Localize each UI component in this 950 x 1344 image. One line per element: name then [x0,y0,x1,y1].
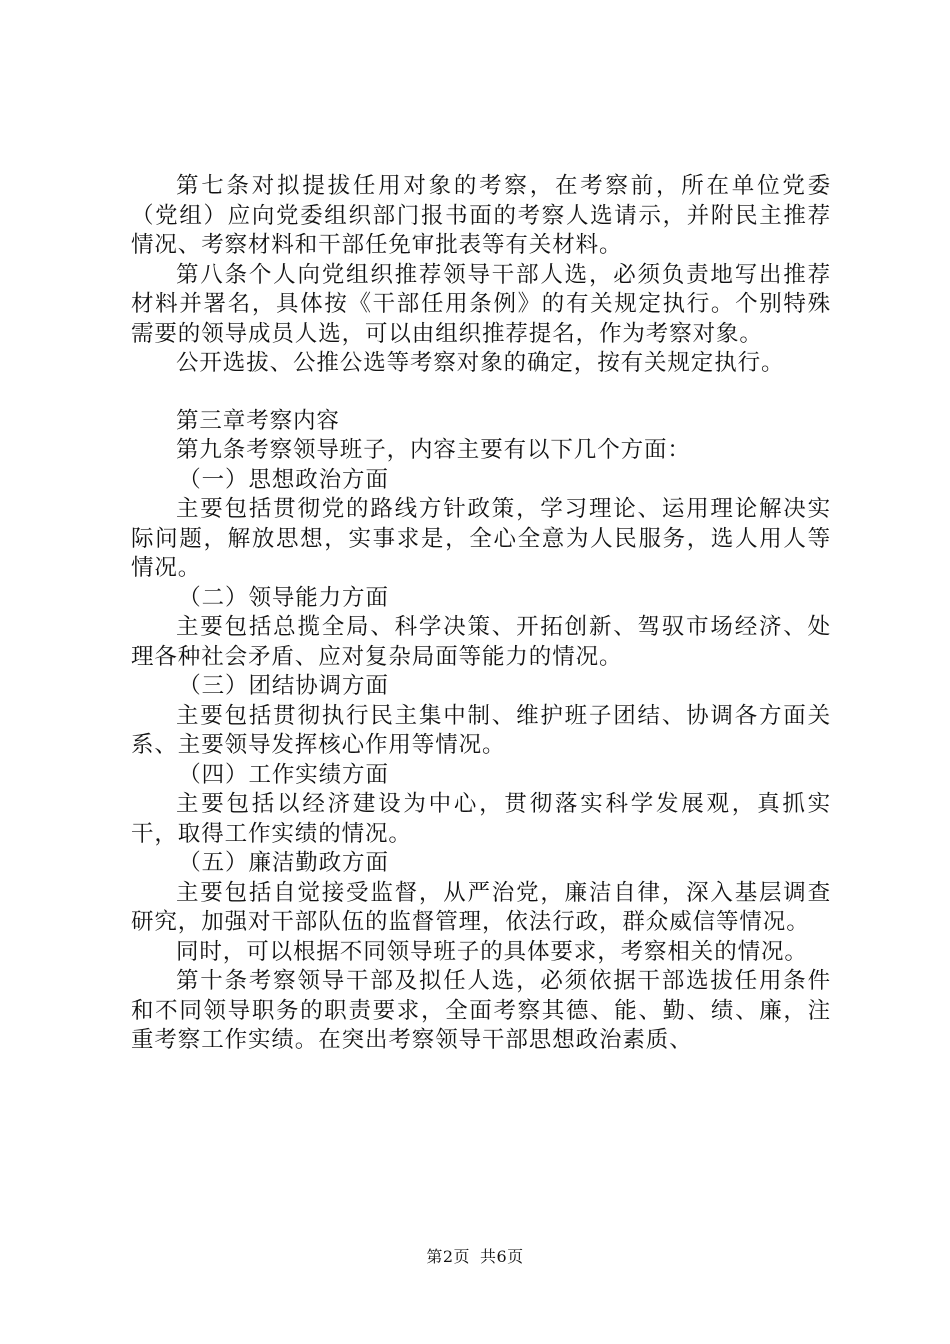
paragraph-article-10: 第十条考察领导干部及拟任人选，必须依据干部选拔任用条件和不同领导职务的职责要求，全面考察其德、能、勤、绩、廉，注重考察工作实绩。在突出考察领导干部思想政治素质、 [131,968,831,1053]
subheading-integrity: （五）廉洁勤政方面 [178,850,389,876]
paragraph-article-7: 第七条对拟提拔任用对象的考察，在考察前，所在单位党委（党组）应向党委组织部门报书面的考察人选请示，并附民主推荐情况、考察材料和干部任免审批表等有关材料。 [131,173,831,258]
subheading-leadership: （二）领导能力方面 [178,584,389,611]
subheading-political: （一）思想政治方面 [178,466,389,493]
paragraph-performance: 主要包括以经济建设为中心，贯彻落实科学发展观，真抓实干，取得工作实绩的情况。 [131,791,831,847]
chapter-heading: 第三章考察内容 [176,407,340,434]
paragraph-political: 主要包括贯彻党的路线方针政策，学习理论、运用理论解决实际问题，解放思想，实事求是，全心全意为人民服务，选人用人等情况。 [131,496,831,581]
total-pages: 共6页 [480,1247,524,1266]
page-number: 第2页 [426,1247,470,1266]
paragraph-leadership: 主要包括总揽全局、科学决策、开拓创新、驾驭市场经济、处理各种社会矛盾、应对复杂局面等能力的情况。 [131,614,831,670]
page-footer [0,1244,950,1267]
paragraph-integrity: 主要包括自觉接受监督，从严治党，廉洁自律，深入基层调查研究，加强对干部队伍的监督管理，依法行政，群众威信等情况。 [131,879,831,935]
subheading-performance: （四）工作实绩方面 [178,761,389,788]
paragraph-public-selection: 公开选拔、公推公选等考察对象的确定，按有关规定执行。 [176,350,785,376]
paragraph-unity: 主要包括贯彻执行民主集中制、维护班子团结、协调各方面关系、主要领导发挥核心作用等情况。 [131,702,831,758]
document-body [131,172,831,1056]
subheading-unity: （三）团结协调方面 [178,673,389,699]
paragraph-article-9: 第九条考察领导班子，内容主要有以下几个方面： [176,437,691,463]
paragraph-article-8: 第八条个人向党组织推荐领导干部人选，必须负责地写出推荐材料并署名，具体按《干部任用条例》的有关规定执行。个别特殊需要的领导成员人选，可以由组织推荐提名，作为考察对象。 [131,261,831,347]
paragraph-additional: 同时，可以根据不同领导班子的具体要求，考察相关的情况。 [176,938,808,965]
